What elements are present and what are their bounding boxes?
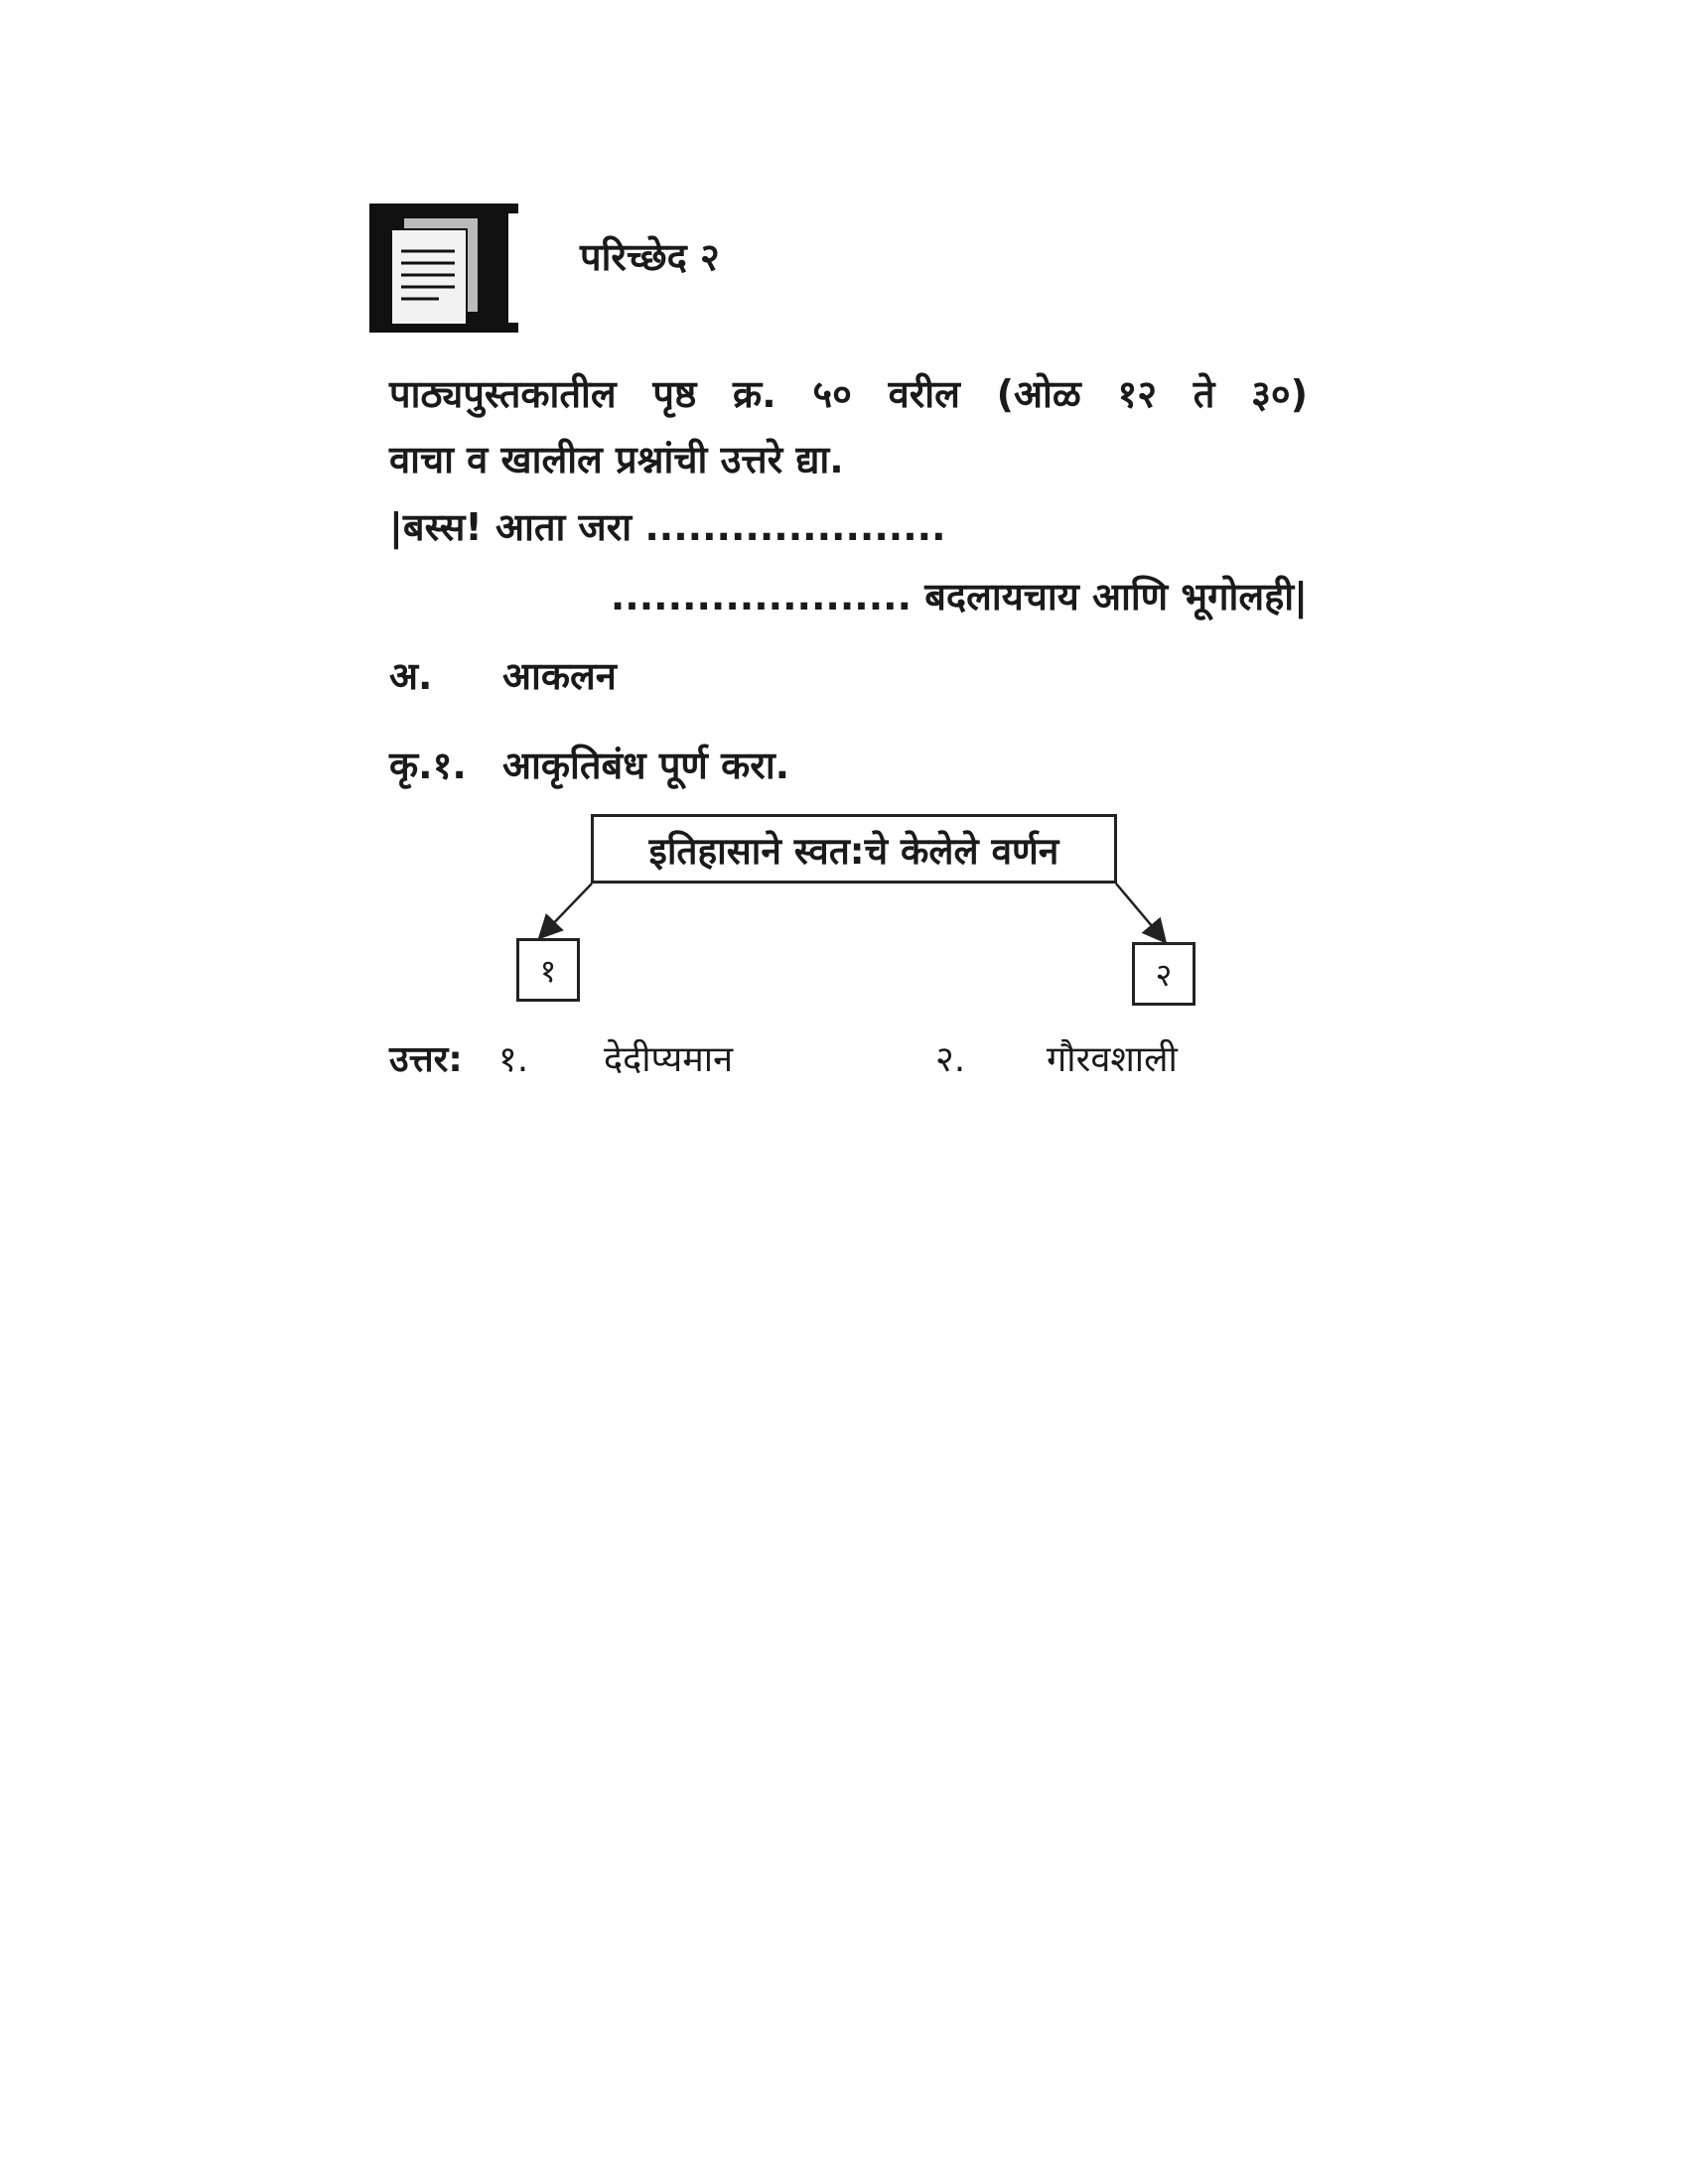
concept-diagram [496,809,1251,1037]
section-marker: अ. [389,654,433,698]
answer-value-1: देदीप्यमान [604,1039,734,1080]
answer-number-2: २. [935,1039,966,1080]
diagram-center-box: इतिहासाने स्वत:चे केलेले वर्णन [591,814,1117,884]
answer-label: उत्तर: [389,1039,463,1080]
question-text: आकृतिबंध पूर्ण करा. [502,744,790,787]
passage-line-2: वाचा व खालील प्रश्नांची उत्तरे द्या. [389,438,844,481]
section-name: आकलन [502,654,617,698]
diagram-box-2: २ [1132,942,1196,1006]
question-number: कृ.१. [389,744,467,787]
passage-line-4: ..................... बदलायचाय आणि भूगोलही| [610,575,1308,618]
section-title: परिच्छेद २ [580,235,720,279]
answer-row [389,1039,1323,1092]
arrow-right [1116,884,1164,940]
passage-line-3: |बस्स! आता जरा ..................... [389,505,946,549]
passage-line-1: पाठ्यपुस्तकातील पृष्ठ क्र. ५० वरील (ओळ १२ ते ३०) [389,372,1308,416]
answer-value-2: गौरवशाली [1047,1039,1178,1080]
arrow-left [541,884,592,936]
document-stack-icon [369,204,518,333]
answer-number-1: १. [498,1039,529,1080]
diagram-box-1: १ [516,938,580,1002]
